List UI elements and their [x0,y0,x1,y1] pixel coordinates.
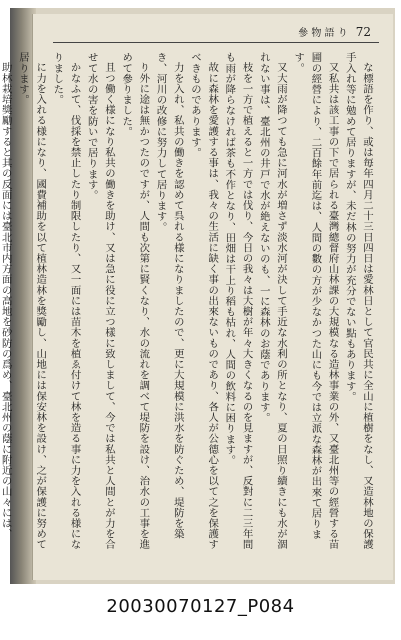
paragraph: 又私共は該工事の下で居られる臺灣總督府山林課の大規模なる造林事業の外、又臺北州等の經營する苗圃の經營により、二百餘年前迄は、人間の數の方が少なかつた山にも今では立派な森林が出來て居ります。 [292,52,339,550]
paragraph: り外に途は無かつたのですが、人間も次第に賢くなり、水の流れを調べて堤防を設け、治水の工事を進めて參りました。 [120,52,150,550]
book-page [0,14,393,580]
header-rule [53,42,379,43]
paragraph: 助林栽培獎勵すると其の反面には臺北市内方面の高地を砂防の爲め、臺北州の蔭に附近の山々には、 [0,62,12,540]
paragraph: 又大雨が降つても急に河水が増さず淡水河が決して手近な水利の所となり、夏の日照り續きにも水が涸れない事は、臺北州の井戸で水が絶えないのも、一に森林のお蔭であります。 [257,52,287,550]
image-id-label: 20030070127_P084 [106,596,295,617]
paragraph-list [0,52,375,560]
page-header [298,24,371,39]
vertical-body-text [0,52,375,560]
paragraph: に力を入れる様になり、國費補助を以て植林造林を獎勵し、山地には保安林を設け、之が保護に努めて居ります。 [16,52,47,550]
paragraph: 故に森林を愛護する事は、我々の生活に缺く事の出來ないものであり、各人が公德心を以て之を保護すべきものであります。 [188,52,219,550]
paragraph: 枝を一方で植えると一方では伐り、今日の我々は大樹が年々大きくなるのを見ますが、反對に二三年間も雨が降らなければ茶も不作となり、田畑は干上り稻も枯れ、人間の飲料に困ります。 [223,52,253,550]
scanned-page-image [0,8,395,584]
paragraph: かなふて、伐採を禁止したり制限したり、又一面には苗木を植ゑ付けて林を造る事に力を入れる様になりました。 [51,52,81,550]
paragraph: 且つ働く様になり私共の働きを助け、又は急に役に立つ樣に致しまして、今では私共と人間とが力を合せて水の害を防いで居ります。 [85,52,115,550]
paragraph: な標語を作り、或は毎年四月二十三日四日は愛林日として官民共に全山に植樹をなし、又造林地の保護手入れ等に勉めて居りますが、未だ林の努力が充分でない點もあります。 [343,52,373,550]
page-number: 72 [355,25,371,39]
paragraph: 力を入れ、私共の働きを認めて呉れる様になりましたので、更に大規模に洪水を防ぐため、堤防を築き、河川の改修に努力して居ります。 [154,52,184,540]
running-title: 參 物 語 り [298,28,348,39]
